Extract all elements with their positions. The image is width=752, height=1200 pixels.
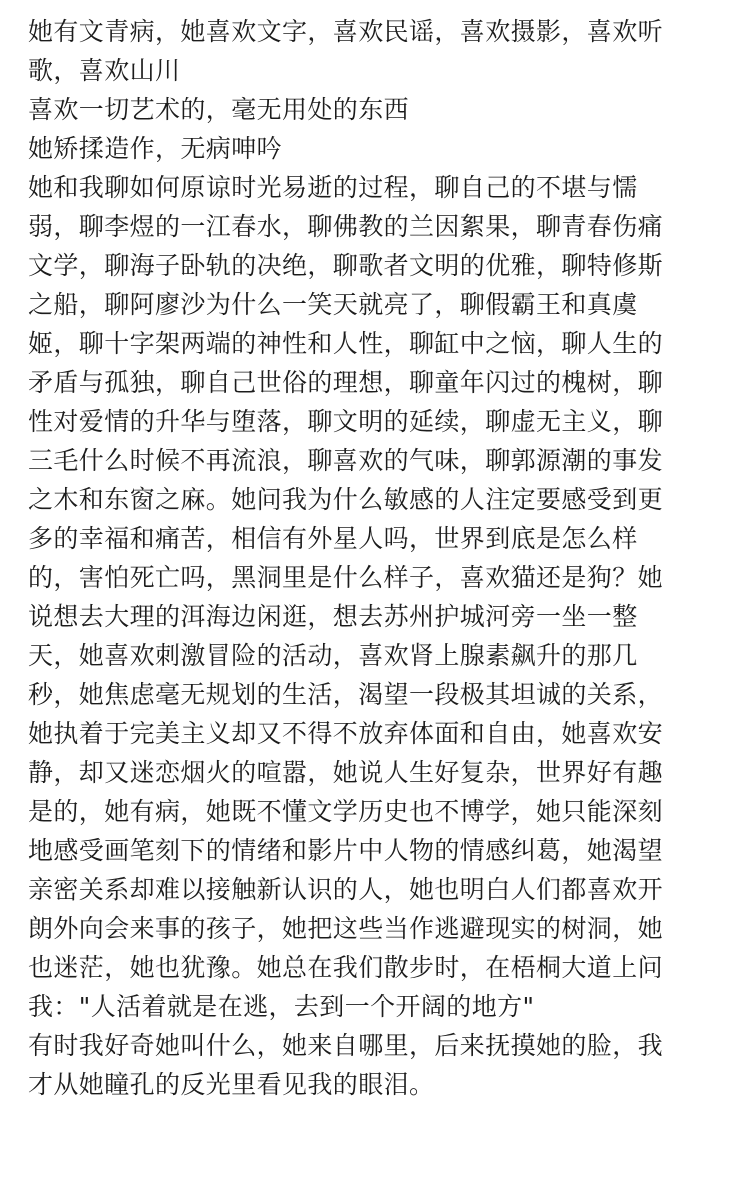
text-line-10: 矛盾与孤独，聊自己世俗的理想，聊童年闪过的槐树，聊 (28, 368, 664, 397)
text-line-4: 她矫揉造作，无病呻吟 (28, 134, 283, 163)
text-line-12: 三毛什么时候不再流浪，聊喜欢的气味，聊郭源潮的事发 (28, 446, 664, 475)
text-line-19: 她执着于完美主义却又不得不放弃体面和自由，她喜欢安 (28, 719, 664, 748)
text-line-8: 之船，聊阿廖沙为什么一笑天就亮了，聊假霸王和真虞 (28, 290, 638, 319)
text-line-13: 之木和东窗之麻。她问我为什么敏感的人注定要感受到更 (28, 485, 664, 514)
text-line-14: 多的幸福和痛苦，相信有外星人吗，世界到底是怎么样 (28, 524, 638, 553)
text-line-9: 姬，聊十字架两端的神性和人性，聊缸中之恼，聊人生的 (28, 329, 664, 358)
text-line-20: 静，却又迷恋烟火的喧嚣，她说人生好复杂，世界好有趣 (28, 758, 664, 787)
document-body (28, 12, 724, 1104)
text-line-1: 她有文青病，她喜欢文字，喜欢民谣，喜欢摄影，喜欢听 (28, 17, 664, 46)
text-line-23: 亲密关系却难以接触新认识的人，她也明白人们都喜欢开 (28, 875, 664, 904)
text-line-15: 的，害怕死亡吗，黑洞里是什么样子，喜欢猫还是狗？她 (28, 563, 664, 592)
text-line-11: 性对爱情的升华与堕落，聊文明的延续，聊虚无主义，聊 (28, 407, 664, 436)
text-line-18: 秒，她焦虑毫无规划的生活，渴望一段极其坦诚的关系， (28, 680, 664, 709)
text-line-6: 弱，聊李煜的一江春水，聊佛教的兰因絮果，聊青春伤痛 (28, 212, 664, 241)
text-line-5: 她和我聊如何原谅时光易逝的过程，聊自己的不堪与懦 (28, 173, 638, 202)
text-line-17: 天，她喜欢刺激冒险的活动，喜欢肾上腺素飙升的那几 (28, 641, 638, 670)
text-line-2: 歌，喜欢山川 (28, 56, 181, 85)
text-line-7: 文学，聊海子卧轨的决绝，聊歌者文明的优雅，聊特修斯 (28, 251, 664, 280)
text-line-25: 也迷茫，她也犹豫。她总在我们散步时，在梧桐大道上问 (28, 953, 664, 982)
text-line-26: 我："人活着就是在逃，去到一个开阔的地方" (28, 992, 535, 1021)
text-line-24: 朗外向会来事的孩子，她把这些当作逃避现实的树洞，她 (28, 914, 664, 943)
text-line-28: 才从她瞳孔的反光里看见我的眼泪。 (28, 1070, 435, 1099)
text-line-27: 有时我好奇她叫什么，她来自哪里，后来抚摸她的脸，我 (28, 1031, 664, 1060)
text-line-21: 是的，她有病，她既不懂文学历史也不博学，她只能深刻 (28, 797, 664, 826)
text-line-3: 喜欢一切艺术的，毫无用处的东西 (28, 95, 410, 124)
text-line-16: 说想去大理的洱海边闲逛，想去苏州护城河旁一坐一整 (28, 602, 638, 631)
text-line-22: 地感受画笔刻下的情绪和影片中人物的情感纠葛，她渴望 (28, 836, 664, 865)
